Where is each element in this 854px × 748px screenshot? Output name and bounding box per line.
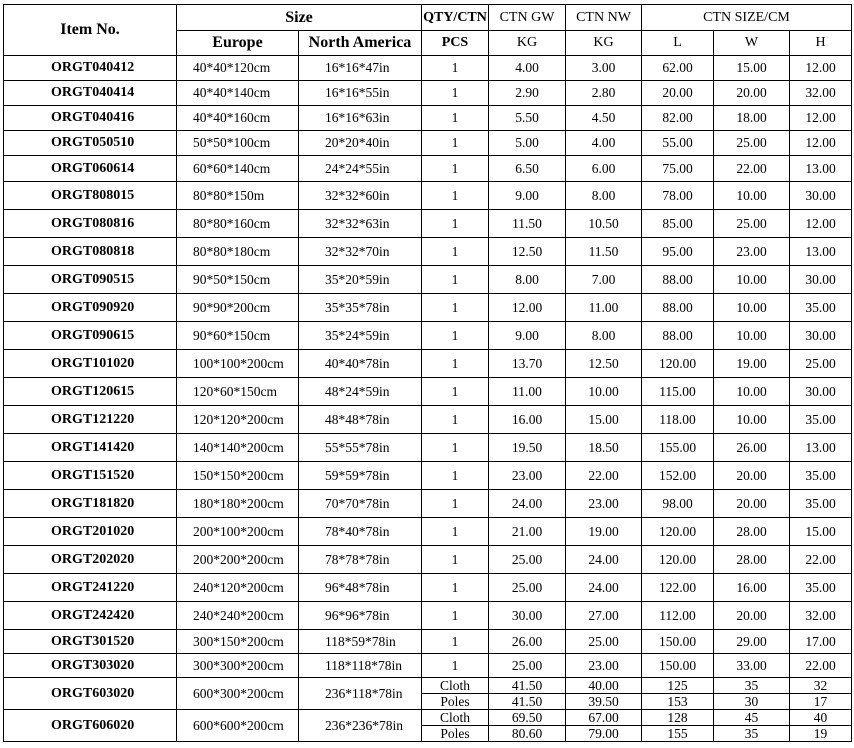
europe-size-cell: 60*60*140cm [177, 156, 299, 182]
height-cell: 30.00 [790, 378, 852, 406]
length-cell: 20.00 [642, 81, 714, 106]
table-row [4, 654, 852, 678]
gross-weight-cell: 23.00 [489, 462, 566, 490]
height-cell: 22.00 [790, 546, 852, 574]
table-row [4, 574, 852, 602]
qty-cell: 1 [422, 350, 489, 378]
width-cell: 26.00 [714, 434, 790, 462]
gross-weight-cell: 80.60 [489, 726, 566, 742]
qty-cell: 1 [422, 156, 489, 182]
table-row [4, 378, 852, 406]
length-cell: 155.00 [642, 434, 714, 462]
qty-cell: 1 [422, 210, 489, 238]
height-cell: 19 [790, 726, 852, 742]
height-cell: 35.00 [790, 406, 852, 434]
qty-cell: 1 [422, 462, 489, 490]
table-body [4, 56, 852, 742]
table-row [4, 182, 852, 210]
width-cell: 10.00 [714, 182, 790, 210]
net-weight-cell: 11.50 [566, 238, 642, 266]
north-america-size-cell: 32*32*60in [299, 182, 422, 210]
qty-cell: 1 [422, 518, 489, 546]
europe-size-cell: 40*40*160cm [177, 106, 299, 131]
height-cell: 30.00 [790, 182, 852, 210]
gross-weight-cell: 30.00 [489, 602, 566, 630]
north-america-size-cell: 96*48*78in [299, 574, 422, 602]
qty-cell: 1 [422, 406, 489, 434]
table-row [4, 322, 852, 350]
net-weight-cell: 2.80 [566, 81, 642, 106]
gross-weight-cell: 24.00 [489, 490, 566, 518]
qty-cell: 1 [422, 182, 489, 210]
gross-weight-cell: 5.50 [489, 106, 566, 131]
europe-size-cell: 180*180*200cm [177, 490, 299, 518]
gross-weight-cell: 2.90 [489, 81, 566, 106]
item-no-cell: ORGT040414 [4, 81, 177, 106]
length-cell: 153 [642, 694, 714, 710]
table-row [4, 602, 852, 630]
length-cell: 120.00 [642, 350, 714, 378]
gross-weight-cell: 41.50 [489, 678, 566, 694]
item-no-cell: ORGT120615 [4, 378, 177, 406]
gross-weight-cell: 25.00 [489, 574, 566, 602]
table-row [4, 630, 852, 654]
north-america-size-cell: 70*70*78in [299, 490, 422, 518]
table-row [4, 518, 852, 546]
height-cell: 13.00 [790, 156, 852, 182]
europe-size-cell: 300*150*200cm [177, 630, 299, 654]
net-weight-cell: 4.00 [566, 131, 642, 156]
width-cell: 10.00 [714, 322, 790, 350]
north-america-size-cell: 20*20*40in [299, 131, 422, 156]
table-row [4, 710, 852, 726]
qty-cell: 1 [422, 490, 489, 518]
height-cell: 35.00 [790, 574, 852, 602]
length-cell: 88.00 [642, 266, 714, 294]
item-no-cell: ORGT050510 [4, 131, 177, 156]
net-weight-cell: 10.00 [566, 378, 642, 406]
net-weight-cell: 23.00 [566, 490, 642, 518]
item-no-cell: ORGT080818 [4, 238, 177, 266]
table-row [4, 81, 852, 106]
item-no-cell: ORGT121220 [4, 406, 177, 434]
item-no-cell: ORGT303020 [4, 654, 177, 678]
height-cell: 12.00 [790, 106, 852, 131]
qty-cell: 1 [422, 238, 489, 266]
north-america-size-cell: 35*20*59in [299, 266, 422, 294]
item-no-cell: ORGT090615 [4, 322, 177, 350]
height-cell: 25.00 [790, 350, 852, 378]
height-cell: 22.00 [790, 654, 852, 678]
width-cell: 35 [714, 678, 790, 694]
net-weight-cell: 19.00 [566, 518, 642, 546]
net-weight-cell: 24.00 [566, 574, 642, 602]
header-ctn-nw: CTN NW [566, 5, 642, 31]
north-america-size-cell: 32*32*63in [299, 210, 422, 238]
length-cell: 118.00 [642, 406, 714, 434]
qty-cell: 1 [422, 378, 489, 406]
item-no-cell: ORGT101020 [4, 350, 177, 378]
length-cell: 128 [642, 710, 714, 726]
height-cell: 35.00 [790, 462, 852, 490]
net-weight-cell: 7.00 [566, 266, 642, 294]
header-pcs: PCS [422, 31, 489, 56]
length-cell: 95.00 [642, 238, 714, 266]
width-cell: 10.00 [714, 294, 790, 322]
length-cell: 120.00 [642, 518, 714, 546]
gross-weight-cell: 16.00 [489, 406, 566, 434]
table-row [4, 266, 852, 294]
north-america-size-cell: 78*78*78in [299, 546, 422, 574]
width-cell: 10.00 [714, 406, 790, 434]
height-cell: 17.00 [790, 630, 852, 654]
net-weight-cell: 12.50 [566, 350, 642, 378]
width-cell: 20.00 [714, 490, 790, 518]
item-no-cell: ORGT060614 [4, 156, 177, 182]
net-weight-cell: 11.00 [566, 294, 642, 322]
gross-weight-cell: 5.00 [489, 131, 566, 156]
height-cell: 13.00 [790, 434, 852, 462]
width-cell: 10.00 [714, 378, 790, 406]
qty-cell: 1 [422, 294, 489, 322]
item-no-cell: ORGT040416 [4, 106, 177, 131]
width-cell: 20.00 [714, 462, 790, 490]
header-ctn-size: CTN SIZE/CM [642, 5, 852, 31]
europe-size-cell: 300*300*200cm [177, 654, 299, 678]
width-cell: 45 [714, 710, 790, 726]
table-row [4, 490, 852, 518]
europe-size-cell: 140*140*200cm [177, 434, 299, 462]
table-row [4, 238, 852, 266]
item-no-cell: ORGT090920 [4, 294, 177, 322]
height-cell: 40 [790, 710, 852, 726]
gross-weight-cell: 21.00 [489, 518, 566, 546]
gross-weight-cell: 11.00 [489, 378, 566, 406]
europe-size-cell: 80*80*180cm [177, 238, 299, 266]
height-cell: 13.00 [790, 238, 852, 266]
item-no-cell: ORGT201020 [4, 518, 177, 546]
qty-cell: 1 [422, 574, 489, 602]
qty-cell: 1 [422, 602, 489, 630]
net-weight-cell: 23.00 [566, 654, 642, 678]
europe-size-cell: 40*40*140cm [177, 81, 299, 106]
qty-cell: 1 [422, 56, 489, 81]
width-cell: 25.00 [714, 210, 790, 238]
net-weight-cell: 6.00 [566, 156, 642, 182]
table-row [4, 462, 852, 490]
gross-weight-cell: 12.50 [489, 238, 566, 266]
height-cell: 15.00 [790, 518, 852, 546]
gross-weight-cell: 41.50 [489, 694, 566, 710]
qty-cell: 1 [422, 546, 489, 574]
item-no-cell: ORGT808015 [4, 182, 177, 210]
table-row [4, 156, 852, 182]
net-weight-cell: 67.00 [566, 710, 642, 726]
europe-size-cell: 90*60*150cm [177, 322, 299, 350]
qty-cell: Poles [422, 726, 489, 742]
width-cell: 33.00 [714, 654, 790, 678]
europe-size-cell: 80*80*150m [177, 182, 299, 210]
europe-size-cell: 200*100*200cm [177, 518, 299, 546]
length-cell: 78.00 [642, 182, 714, 210]
table-row [4, 106, 852, 131]
net-weight-cell: 4.50 [566, 106, 642, 131]
europe-size-cell: 150*150*200cm [177, 462, 299, 490]
qty-cell: 1 [422, 131, 489, 156]
width-cell: 28.00 [714, 518, 790, 546]
net-weight-cell: 25.00 [566, 630, 642, 654]
length-cell: 112.00 [642, 602, 714, 630]
length-cell: 55.00 [642, 131, 714, 156]
north-america-size-cell: 118*118*78in [299, 654, 422, 678]
qty-cell: 1 [422, 266, 489, 294]
gross-weight-cell: 19.50 [489, 434, 566, 462]
item-no-cell: ORGT151520 [4, 462, 177, 490]
height-cell: 30.00 [790, 266, 852, 294]
table-row [4, 406, 852, 434]
north-america-size-cell: 16*16*55in [299, 81, 422, 106]
width-cell: 18.00 [714, 106, 790, 131]
height-cell: 32 [790, 678, 852, 694]
north-america-size-cell: 16*16*63in [299, 106, 422, 131]
net-weight-cell: 24.00 [566, 546, 642, 574]
width-cell: 19.00 [714, 350, 790, 378]
width-cell: 23.00 [714, 238, 790, 266]
width-cell: 22.00 [714, 156, 790, 182]
net-weight-cell: 8.00 [566, 182, 642, 210]
qty-cell: Cloth [422, 710, 489, 726]
header-kg-gw: KG [489, 31, 566, 56]
length-cell: 62.00 [642, 56, 714, 81]
europe-size-cell: 120*60*150cm [177, 378, 299, 406]
net-weight-cell: 27.00 [566, 602, 642, 630]
europe-size-cell: 600*600*200cm [177, 710, 299, 742]
height-cell: 17 [790, 694, 852, 710]
north-america-size-cell: 24*24*55in [299, 156, 422, 182]
net-weight-cell: 3.00 [566, 56, 642, 81]
item-no-cell: ORGT080816 [4, 210, 177, 238]
item-no-cell: ORGT301520 [4, 630, 177, 654]
length-cell: 155 [642, 726, 714, 742]
width-cell: 29.00 [714, 630, 790, 654]
width-cell: 20.00 [714, 602, 790, 630]
header-l: L [642, 31, 714, 56]
north-america-size-cell: 96*96*78in [299, 602, 422, 630]
gross-weight-cell: 12.00 [489, 294, 566, 322]
north-america-size-cell: 236*236*78in [299, 710, 422, 742]
header-ctn-gw: CTN GW [489, 5, 566, 31]
header-w: W [714, 31, 790, 56]
item-no-cell: ORGT606020 [4, 710, 177, 742]
width-cell: 16.00 [714, 574, 790, 602]
item-no-cell: ORGT242420 [4, 602, 177, 630]
north-america-size-cell: 78*40*78in [299, 518, 422, 546]
table-row [4, 546, 852, 574]
north-america-size-cell: 16*16*47in [299, 56, 422, 81]
width-cell: 15.00 [714, 56, 790, 81]
length-cell: 88.00 [642, 294, 714, 322]
header-europe: Europe [177, 31, 299, 56]
width-cell: 35 [714, 726, 790, 742]
header-qty-ctn: QTY/CTN [422, 5, 489, 31]
gross-weight-cell: 11.50 [489, 210, 566, 238]
height-cell: 32.00 [790, 602, 852, 630]
qty-cell: 1 [422, 106, 489, 131]
header-h: H [790, 31, 852, 56]
item-no-cell: ORGT241220 [4, 574, 177, 602]
gross-weight-cell: 26.00 [489, 630, 566, 654]
qty-cell: 1 [422, 322, 489, 350]
width-cell: 25.00 [714, 131, 790, 156]
qty-cell: 1 [422, 630, 489, 654]
height-cell: 30.00 [790, 322, 852, 350]
header-kg-nw: KG [566, 31, 642, 56]
table-row [4, 131, 852, 156]
height-cell: 32.00 [790, 81, 852, 106]
gross-weight-cell: 25.00 [489, 654, 566, 678]
header-item-no: Item No. [4, 5, 177, 56]
table-row [4, 434, 852, 462]
net-weight-cell: 8.00 [566, 322, 642, 350]
width-cell: 30 [714, 694, 790, 710]
europe-size-cell: 40*40*120cm [177, 56, 299, 81]
width-cell: 20.00 [714, 81, 790, 106]
table-row [4, 678, 852, 694]
table-row [4, 350, 852, 378]
height-cell: 12.00 [790, 56, 852, 81]
item-no-cell: ORGT040412 [4, 56, 177, 81]
gross-weight-cell: 8.00 [489, 266, 566, 294]
length-cell: 82.00 [642, 106, 714, 131]
net-weight-cell: 15.00 [566, 406, 642, 434]
length-cell: 85.00 [642, 210, 714, 238]
gross-weight-cell: 25.00 [489, 546, 566, 574]
europe-size-cell: 240*120*200cm [177, 574, 299, 602]
length-cell: 150.00 [642, 654, 714, 678]
height-cell: 12.00 [790, 131, 852, 156]
north-america-size-cell: 32*32*70in [299, 238, 422, 266]
north-america-size-cell: 35*35*78in [299, 294, 422, 322]
europe-size-cell: 50*50*100cm [177, 131, 299, 156]
header-north-america: North America [299, 31, 422, 56]
qty-cell: 1 [422, 654, 489, 678]
item-no-cell: ORGT202020 [4, 546, 177, 574]
gross-weight-cell: 4.00 [489, 56, 566, 81]
north-america-size-cell: 55*55*78in [299, 434, 422, 462]
gross-weight-cell: 13.70 [489, 350, 566, 378]
north-america-size-cell: 48*24*59in [299, 378, 422, 406]
north-america-size-cell: 48*48*78in [299, 406, 422, 434]
length-cell: 150.00 [642, 630, 714, 654]
length-cell: 115.00 [642, 378, 714, 406]
europe-size-cell: 600*300*200cm [177, 678, 299, 710]
europe-size-cell: 80*80*160cm [177, 210, 299, 238]
europe-size-cell: 100*100*200cm [177, 350, 299, 378]
gross-weight-cell: 6.50 [489, 156, 566, 182]
qty-cell: 1 [422, 434, 489, 462]
length-cell: 125 [642, 678, 714, 694]
gross-weight-cell: 9.00 [489, 182, 566, 210]
table-row [4, 210, 852, 238]
net-weight-cell: 40.00 [566, 678, 642, 694]
header-size: Size [177, 5, 422, 31]
length-cell: 120.00 [642, 546, 714, 574]
qty-cell: Cloth [422, 678, 489, 694]
europe-size-cell: 90*90*200cm [177, 294, 299, 322]
height-cell: 35.00 [790, 294, 852, 322]
height-cell: 12.00 [790, 210, 852, 238]
europe-size-cell: 120*120*200cm [177, 406, 299, 434]
net-weight-cell: 79.00 [566, 726, 642, 742]
north-america-size-cell: 35*24*59in [299, 322, 422, 350]
length-cell: 88.00 [642, 322, 714, 350]
length-cell: 98.00 [642, 490, 714, 518]
height-cell: 35.00 [790, 490, 852, 518]
qty-cell: 1 [422, 81, 489, 106]
item-no-cell: ORGT181820 [4, 490, 177, 518]
length-cell: 75.00 [642, 156, 714, 182]
net-weight-cell: 39.50 [566, 694, 642, 710]
gross-weight-cell: 9.00 [489, 322, 566, 350]
north-america-size-cell: 236*118*78in [299, 678, 422, 710]
item-no-cell: ORGT603020 [4, 678, 177, 710]
qty-cell: Poles [422, 694, 489, 710]
item-no-cell: ORGT141420 [4, 434, 177, 462]
north-america-size-cell: 40*40*78in [299, 350, 422, 378]
table-row [4, 294, 852, 322]
width-cell: 10.00 [714, 266, 790, 294]
packing-table [3, 4, 852, 742]
gross-weight-cell: 69.50 [489, 710, 566, 726]
width-cell: 28.00 [714, 546, 790, 574]
length-cell: 152.00 [642, 462, 714, 490]
north-america-size-cell: 59*59*78in [299, 462, 422, 490]
europe-size-cell: 90*50*150cm [177, 266, 299, 294]
europe-size-cell: 200*200*200cm [177, 546, 299, 574]
net-weight-cell: 22.00 [566, 462, 642, 490]
north-america-size-cell: 118*59*78in [299, 630, 422, 654]
net-weight-cell: 10.50 [566, 210, 642, 238]
net-weight-cell: 18.50 [566, 434, 642, 462]
europe-size-cell: 240*240*200cm [177, 602, 299, 630]
length-cell: 122.00 [642, 574, 714, 602]
table-row [4, 56, 852, 81]
item-no-cell: ORGT090515 [4, 266, 177, 294]
